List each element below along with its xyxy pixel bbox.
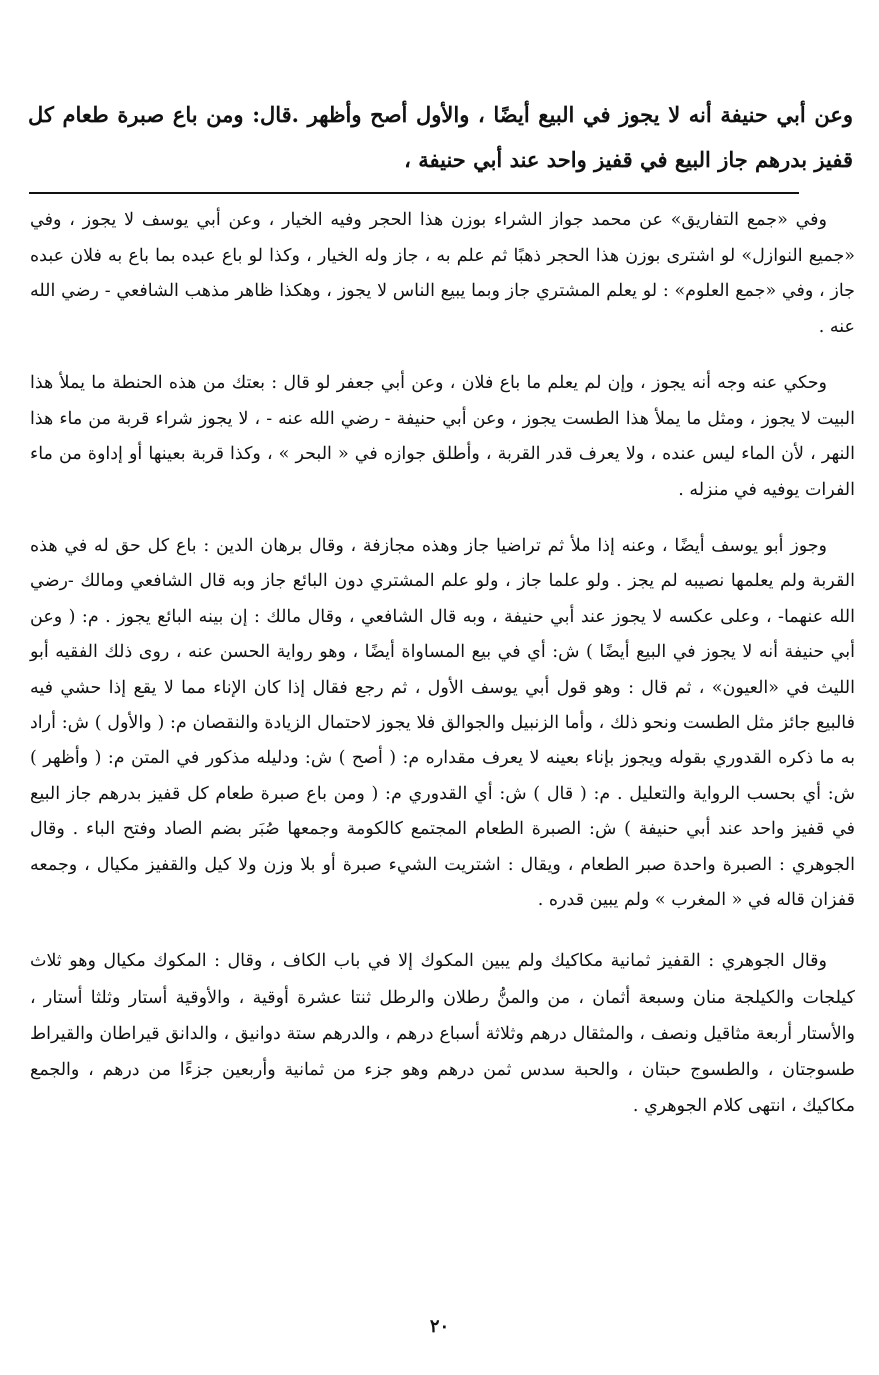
commentary-paragraph: وحكي عنه وجه أنه يجوز ، وإن لم يعلم ما باع فلان ، وعن أبي جعفر لو قال : بعتك من هذه الحنطة ما يملأ هذا البيت لا يجوز ، ومثل ما يملأ هذا الطست يجوز ، وعن أبي حنيفة - رضي الله عنه - ، لا يجوز شراء قربة من ماء هذا النهر ، لأن الماء ليس عنده ، ولا يعرف قدر القربة ، وأطلق جوازه في « البحر » ، وكذا قربة بعينها أو إداوة من ماء الفرات يوفيه في منزله . [30, 373, 855, 500]
commentary-paragraph: وجوز أبو يوسف أيضًا ، وعنه إذا ملأ ثم تراضيا جاز وهذه مجازفة ، وقال برهان الدين : باع كل حق له في هذه القربة ولم يعلمها نصيبه لم يجز . ولو علما جاز ، ولو علم المشتري دون البائع جاز وبه قال الشافعي ومالك -رضي الله عنهما- ، وعلى عكسه لا يجوز عند أبي حنيفة ، وبه قال الشافعي ، وقال مالك : إن بينه البائع يجوز . م: ( وعن أبي حنيفة أنه لا يجوز في البيع أيضًا ) ش: أي في بيع المساواة أيضًا ، وهو رواية الحسن عنه ، روى ذلك الفقيه أبو الليث في «العيون» ، ثم قال : وهو قول أبي يوسف الأول ، ثم رجع فقال إذا كان الإناء مما لا يقع إذا حشي فيه فالبيع جائز مثل الطست ونحو ذلك ، وأما الزنبيل والجوالق فلا يجوز لاحتمال الزيادة والنقصان م: ( والأول ) ش: أراد به ما ذكره القدوري بقوله ويجوز بإناء بعينه لا يعرف مقداره م: ( أصح ) ش: ودليله مذكور في المتن م: ( وأظهر ) ش: أي بحسب الرواية والتعليل . م: ( قال ) ش: أي القدوري م: ( ومن باع صبرة طعام كل قفيز بدرهم جاز البيع في قفيز واحد عند أبي حنيفة ) ش: الصبرة الطعام المجتمع كالكومة وجمعها صُبَر بضم الصاد وفتح الباء . وقال الجوهري : الصبرة واحدة صبر الطعام ، ويقال : اشتريت الشيء صبرة أو بلا وزن ولا كيل والقفيز مكيال ، وجمعه قفزان قاله في « المغرب » ولم يبين قدره . [30, 536, 855, 911]
page-number: ٢٠ [429, 1316, 450, 1337]
matn-text: وعن أبي حنيفة أنه لا يجوز في البيع أيضًا ، والأول أصح وأظهر .قال: ومن باع صبرة طعام كل قفيز بدرهم جاز البيع في قفيز واحد عند أبي حنيفة ، [28, 102, 853, 172]
commentary-text [30, 203, 855, 1124]
commentary-paragraph: وفي «جمع التفاريق» عن محمد جواز الشراء بوزن هذا الحجر وفيه الخيار ، وعن أبي يوسف لا يجوز ، وفي «جميع النوازل» لو اشترى بوزن هذا الحجر ذهبًا ثم علم به ، جاز وله الخيار ، وكذا لو باع عبده بما باع به فلان عبده جاز ، وفي «جمع العلوم» : لو يعلم المشتري جاز وبما يبيع الناس لا يجوز ، وهكذا ظاهر مذهب الشافعي - رضي الله عنه . [30, 210, 855, 337]
commentary-paragraph: وقال الجوهري : القفيز ثمانية مكاكيك ولم يبين المكوك إلا في باب الكاف ، وقال : المكوك مكيال وهو ثلاث كيلجات والكيلجة منان وسبعة أثمان ، من والمنُّ رطلان والرطل ثنتا عشرة أوقية ، والأوقية أستار وثلثا أستار ، والأستار أربعة مثاقيل ونصف ، والمثقال درهم وثلاثة أسباع درهم ، والدرهم ستة دوانيق ، والدانق قيراطان والقيراط طسوجتان ، والطسوج حبتان ، والحبة سدس ثمن درهم وهو جزء من ثمانية وأربعين جزءًا من درهم ، والجمع مكاكيك ، انتهى كلام الجوهري . [30, 951, 855, 1117]
separator-line [29, 192, 799, 194]
